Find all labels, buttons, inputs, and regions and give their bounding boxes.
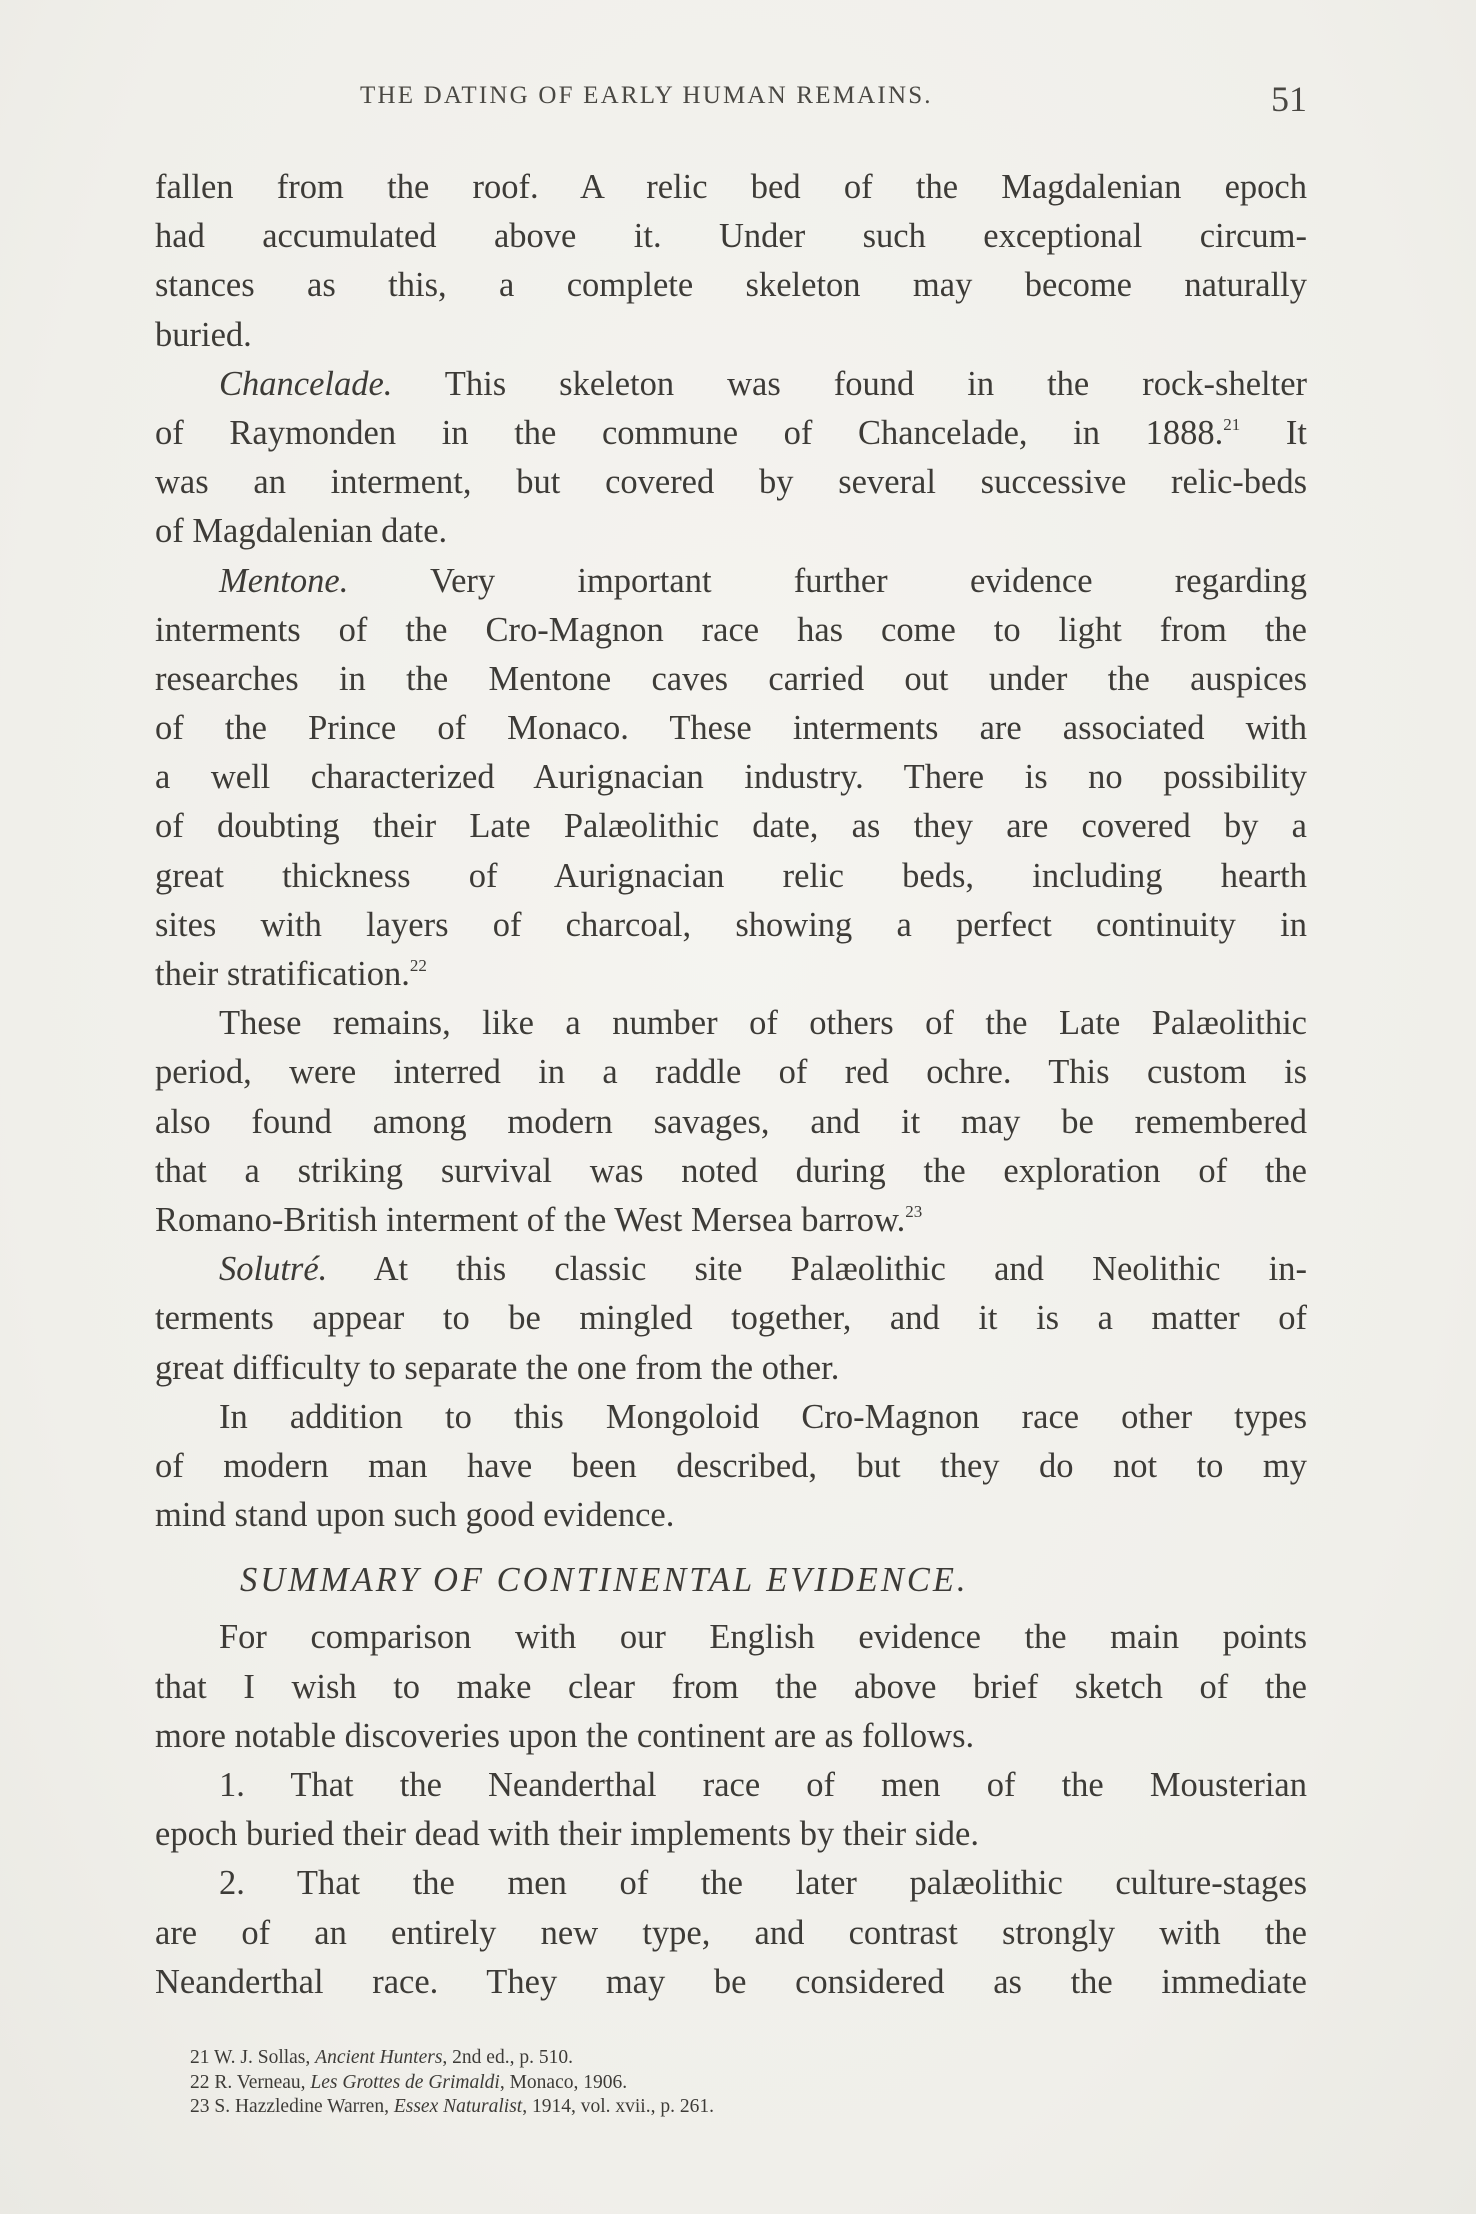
line-text: These remains, like a number of others of the Late Palæolithic [219, 1004, 1307, 1043]
text-line [155, 1613, 1307, 1662]
footnote-title: Essex Naturalist [393, 2096, 523, 2117]
italic-lead: Solutré. [219, 1250, 328, 1289]
text-line [155, 1196, 1307, 1245]
line-text: fallen from the roof. A relic bed of the Magdalenian epoch [155, 168, 1307, 206]
line-text: interments of the Cro-Magnon race has come to light from the [155, 610, 1307, 649]
body-text [155, 163, 1307, 2007]
text-line [155, 458, 1307, 507]
footnote [190, 2046, 1190, 2071]
line-text: that a striking survival was noted during the exploration of the [155, 1151, 1307, 1190]
text-line [155, 1859, 1307, 1908]
line-text: of modern man have been described, but they do not to my [155, 1446, 1307, 1485]
line-text: their stratification. [155, 955, 410, 993]
text-line [155, 1761, 1307, 1810]
text-line [155, 1663, 1307, 1712]
page-number: 51 [1271, 79, 1307, 119]
footnote-text: , Monaco, 1906. [499, 2071, 628, 2093]
line-text-after: It [1240, 413, 1307, 452]
line-text: epoch buried their dead with their implements by their side. [155, 1815, 979, 1854]
line-text: stances as this, a complete skeleton may become naturally [155, 266, 1307, 305]
line-text: was an interment, but covered by several successive relic-beds [155, 463, 1307, 502]
line-text: Very important further evidence regarding [348, 561, 1307, 600]
line-text: great difficulty to separate the one from the other. [155, 1348, 840, 1387]
text-line [155, 606, 1307, 655]
footnote-ref: 21 [1223, 414, 1241, 434]
footnote-text: , 1914, vol. xvii., p. 261. [522, 2096, 714, 2117]
text-line [155, 901, 1307, 950]
text-line [155, 1245, 1307, 1294]
line-text: At this classic site Palæolithic and Neolithic in- [327, 1250, 1307, 1289]
text-line [155, 212, 1307, 261]
text-line [155, 655, 1307, 704]
footnote-text: , 2nd ed., p. 510. [442, 2047, 573, 2068]
line-text: In addition to this Mongoloid Cro-Magnon race other types [219, 1397, 1307, 1436]
italic-lead: Chancelade. [219, 364, 393, 403]
line-text: had accumulated above it. Under such exceptional circum- [155, 217, 1307, 256]
line-text: of Raymonden in the commune of Chancelade, in 1888. [155, 413, 1224, 452]
line-text: great thickness of Aurignacian relic beds, including hearth [155, 856, 1307, 895]
text-line [155, 1344, 1307, 1393]
text-line [155, 360, 1307, 409]
text-line [155, 852, 1307, 901]
text-line [155, 999, 1307, 1048]
line-text: are of an entirely new type, and contrast strongly with the [155, 1913, 1307, 1952]
text-line [155, 1442, 1307, 1491]
line-text: a well characterized Aurignacian industry. There is no possibility [155, 758, 1307, 797]
footnote-text: 22 R. Verneau, [190, 2071, 311, 2093]
text-line [155, 1810, 1307, 1859]
footnotes [190, 2046, 1190, 2120]
line-text: that I wish to make clear from the above brief sketch of the [155, 1667, 1307, 1706]
line-text: sites with layers of charcoal, showing a perfect continuity in [155, 905, 1307, 944]
line-text: of Magdalenian date. [155, 512, 448, 551]
footnote-text: 23 S. Hazzledine Warren, [190, 2096, 394, 2117]
text-line [155, 507, 1307, 556]
text-line [155, 261, 1307, 310]
section-heading [155, 1556, 1307, 1605]
line-text: of doubting their Late Palæolithic date, as they are covered by a [155, 807, 1307, 846]
footnote [190, 2071, 1190, 2096]
text-line [155, 1048, 1307, 1097]
line-text: 2. That the men of the later palæolithic culture-stages [219, 1864, 1307, 1903]
text-line [155, 1147, 1307, 1196]
line-text: mind stand upon such good evidence. [155, 1496, 675, 1535]
text-line [155, 753, 1307, 802]
line-text: also found among modern savages, and it may be remembered [155, 1102, 1307, 1141]
text-line [155, 409, 1307, 458]
footnote-text: 21 W. J. Sollas, [190, 2047, 316, 2068]
line-text: 1. That the Neanderthal race of men of the Mousterian [219, 1766, 1307, 1804]
text-line [155, 1909, 1307, 1958]
line-text: This skeleton was found in the rock-shelter [392, 364, 1307, 403]
text-line [155, 1491, 1307, 1540]
text-line [155, 1098, 1307, 1147]
line-text: For comparison with our English evidence the main points [219, 1618, 1307, 1657]
line-text: of the Prince of Monaco. These interments are associated with [155, 709, 1307, 748]
text-line [155, 557, 1307, 606]
footnote [190, 2095, 1190, 2120]
section-heading-text: SUMMARY OF CONTINENTAL EVIDENCE. [240, 1561, 969, 1600]
line-text: buried. [155, 315, 252, 354]
text-line [155, 1393, 1307, 1442]
text-line [155, 950, 1307, 999]
text-line [155, 1294, 1307, 1343]
italic-lead: Mentone. [219, 561, 349, 600]
text-line [155, 802, 1307, 851]
text-line [155, 704, 1307, 753]
footnote-ref: 23 [905, 1201, 923, 1221]
footnote-title: Ancient Hunters [315, 2047, 443, 2068]
footnote-title: Les Grottes de Grimaldi [310, 2071, 500, 2093]
text-line [155, 311, 1307, 360]
text-line [155, 1712, 1307, 1761]
line-text: terments appear to be mingled together, and it is a matter of [155, 1299, 1307, 1338]
footnote-ref: 22 [409, 956, 427, 975]
line-text: period, were interred in a raddle of red ochre. This custom is [155, 1053, 1307, 1092]
running-title: THE DATING OF EARLY HUMAN REMAINS. [360, 82, 933, 109]
line-text: Neanderthal race. They may be considered as the immediate [155, 1962, 1307, 2001]
line-text: Romano-British interment of the West Mersea barrow. [155, 1200, 906, 1239]
text-line [155, 163, 1307, 212]
running-head [155, 79, 1315, 122]
line-text: more notable discoveries upon the continent are as follows. [155, 1716, 975, 1755]
line-text: researches in the Mentone caves carried out under the auspices [155, 659, 1307, 698]
text-line [155, 1958, 1307, 2007]
